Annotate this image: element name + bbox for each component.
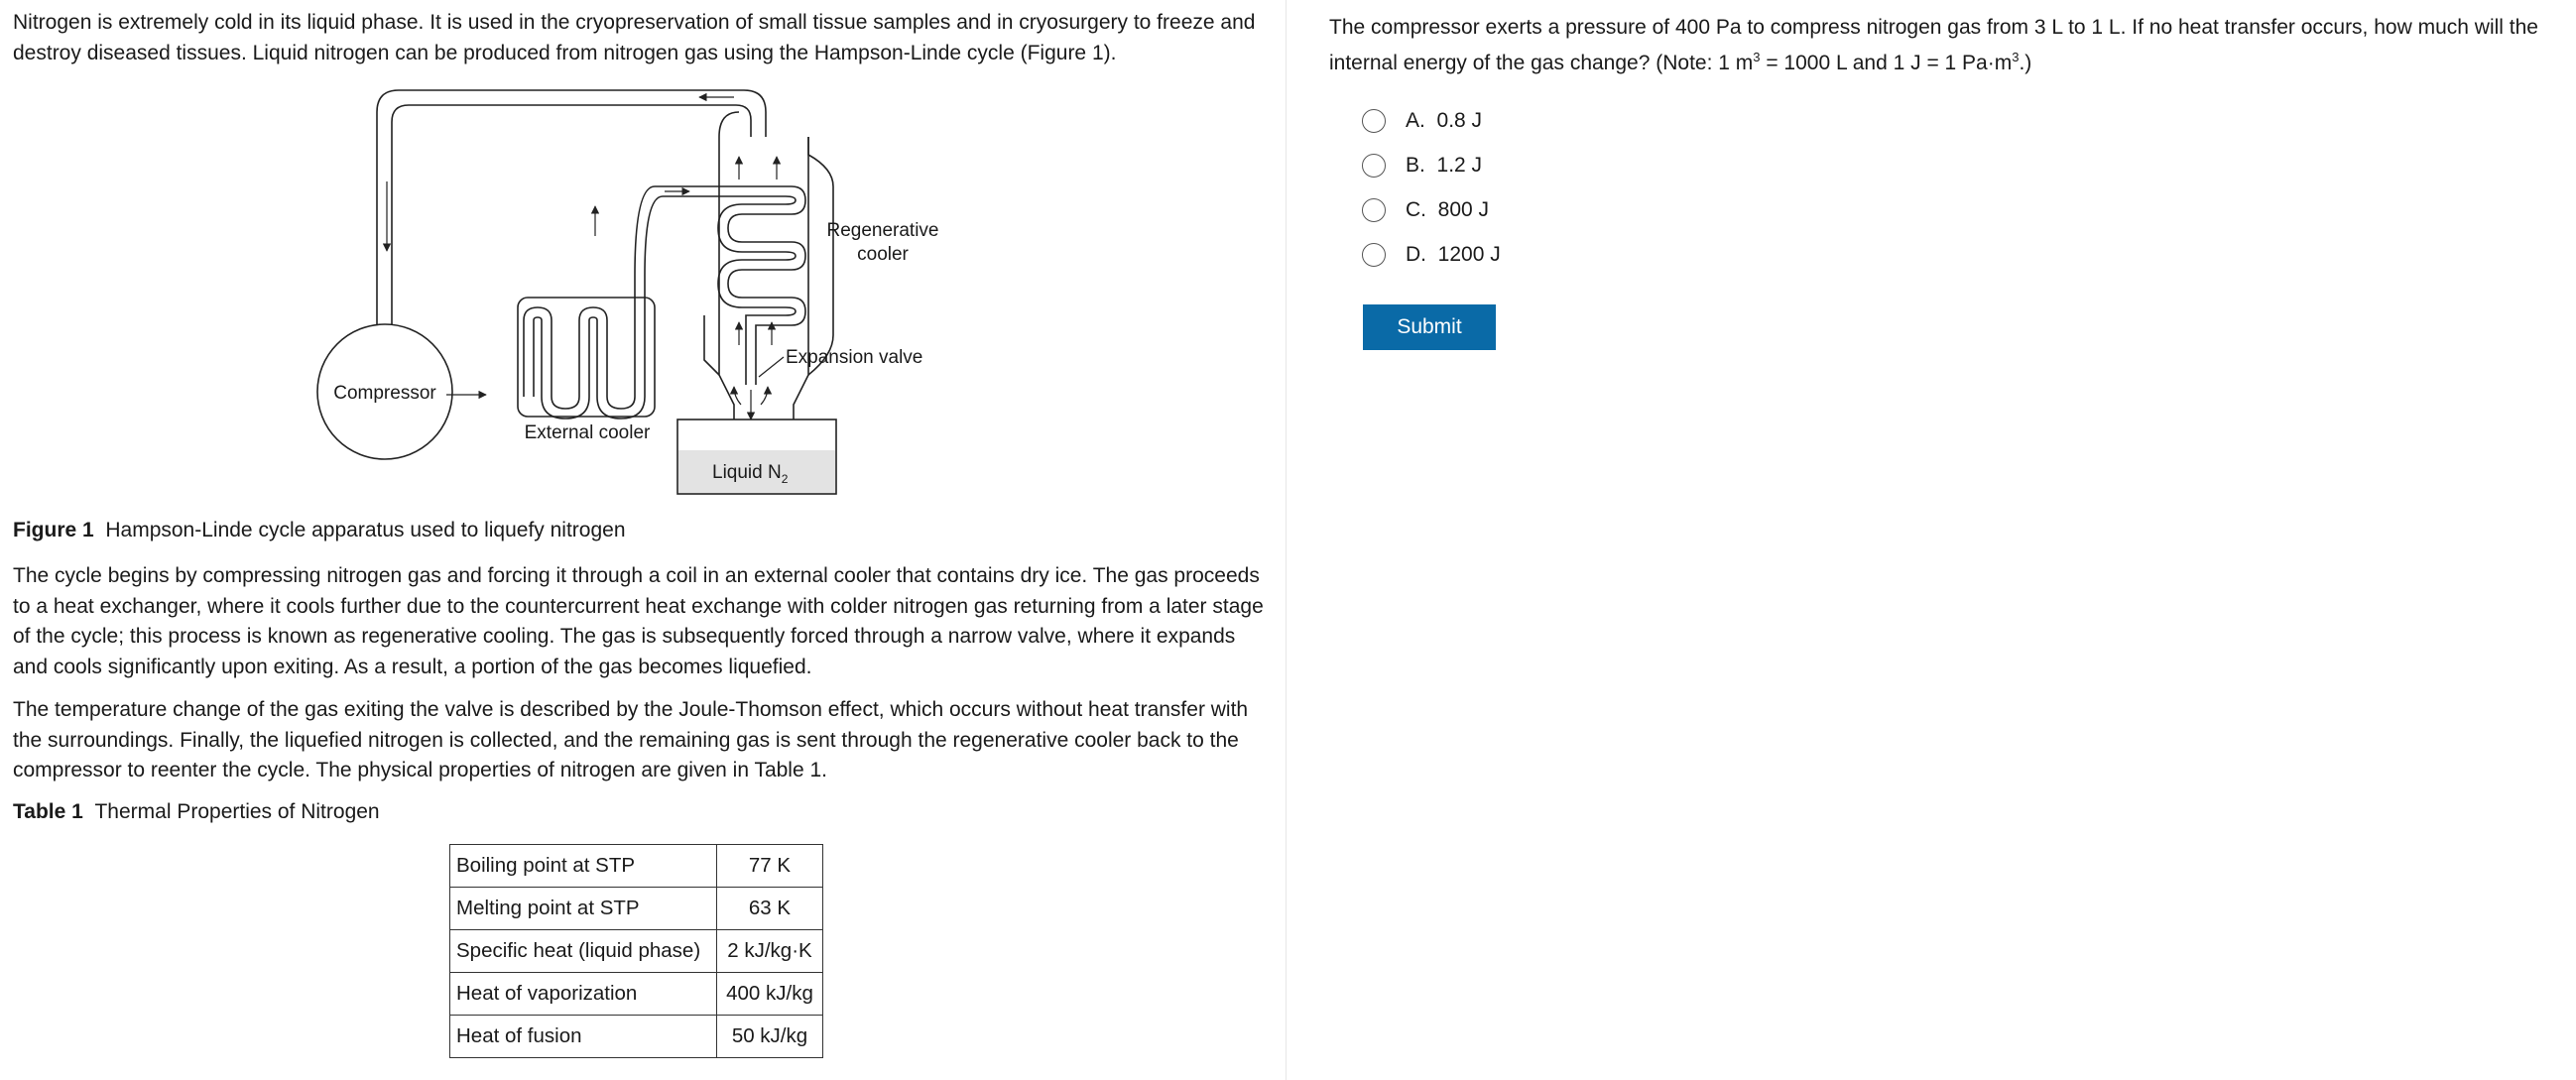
regenerative-cooler-label-2: cooler <box>857 244 909 265</box>
question-stem: The compressor exerts a pressure of 400 Pa to compress nitrogen gas from 3 L to 1 L. If no heat transfer occurs, how much will the internal energy of the gas change? (Note: 1 $m^3 = 1000$ L and 1 J = 1 $Pa\cdot m^3$.) <box>1329 16 2538 74</box>
table-row <box>450 930 823 973</box>
property-value: 2 kJ/kg·K <box>717 930 823 973</box>
table-row <box>450 973 823 1016</box>
choice-b[interactable] <box>1362 151 1482 180</box>
radio-button-icon[interactable] <box>1362 109 1386 133</box>
compressor-label: Compressor <box>333 383 436 404</box>
property-value: 400 kJ/kg <box>717 973 823 1016</box>
choice-text: 1.2 J <box>1436 154 1483 177</box>
choice-text: 1200 J <box>1437 243 1501 266</box>
liquid-n2-label: Liquid $N_2$ <box>712 462 789 486</box>
choice-d[interactable] <box>1362 240 1501 270</box>
regenerative-cooler-label-1: Regenerative <box>826 220 939 241</box>
expansion-valve-label: Expansion valve <box>786 347 923 368</box>
figure-hampson-linde <box>298 77 972 504</box>
property-value: 63 K <box>717 888 823 930</box>
table-row <box>450 1016 823 1058</box>
hampson-linde-diagram <box>298 77 972 504</box>
property-name: Boiling point at STP <box>450 845 717 888</box>
nitrogen-properties-table <box>449 844 823 1058</box>
property-name: Heat of vaporization <box>450 973 717 1016</box>
property-value: 77 K <box>717 845 823 888</box>
choice-text: 800 J <box>1437 198 1490 221</box>
passage-paragraph-2: The cycle begins by compressing nitrogen gas and forcing it through a coil in an external cooler that contains dry ice. The gas proceeds to a heat exchanger, where it cools further due to the countercurrent heat exchange with colder nitrogen gas returning from a later stage of the cycle; this process is known as regenerative cooling. The gas is subsequently forced through a narrow valve, where it expands and cools significantly upon exiting. As a result, a portion of the gas becomes liquefied. <box>13 564 1264 678</box>
choice-label: D. <box>1406 243 1426 266</box>
passage-intro: Nitrogen is extremely cold in its liquid phase. It is used in the cryopreservation of small tissue samples and in cryosurgery to freeze and destroy diseased tissues. Liquid nitrogen can be produced from nitrogen gas using the Hampson-Linde cycle (Figure 1). <box>13 11 1256 64</box>
question-pane <box>1288 0 2576 1080</box>
submit-button[interactable]: Submit <box>1363 304 1496 350</box>
choice-c[interactable] <box>1362 195 1489 225</box>
external-cooler-label: External cooler <box>524 422 651 443</box>
property-name: Heat of fusion <box>450 1016 717 1058</box>
passage-pane <box>0 0 1287 1080</box>
choice-label: B. <box>1406 154 1425 177</box>
table-row <box>450 888 823 930</box>
table-caption: Table 1 Thermal Properties of Nitrogen <box>13 800 380 823</box>
property-name: Melting point at STP <box>450 888 717 930</box>
property-value: 50 kJ/kg <box>717 1016 823 1058</box>
choice-label: A. <box>1406 109 1425 132</box>
property-name: Specific heat (liquid phase) <box>450 930 717 973</box>
choice-label: C. <box>1406 198 1426 221</box>
radio-button-icon[interactable] <box>1362 243 1386 267</box>
table-row <box>450 845 823 888</box>
figure-caption: Figure 1 Hampson-Linde cycle apparatus used to liquefy nitrogen <box>13 519 626 541</box>
radio-button-icon[interactable] <box>1362 198 1386 222</box>
passage-paragraph-3: The temperature change of the gas exiting the valve is described by the Joule-Thomson effect, which occurs without heat transfer with the surroundings. Finally, the liquefied nitrogen is collected, and the remaining gas is sent through the regenerative cooler back to the compressor to reenter the cycle. The physical properties of nitrogen are given in Table 1. <box>13 698 1249 781</box>
choice-text: 0.8 J <box>1436 109 1483 132</box>
radio-button-icon[interactable] <box>1362 154 1386 178</box>
choice-a[interactable] <box>1362 106 1482 136</box>
